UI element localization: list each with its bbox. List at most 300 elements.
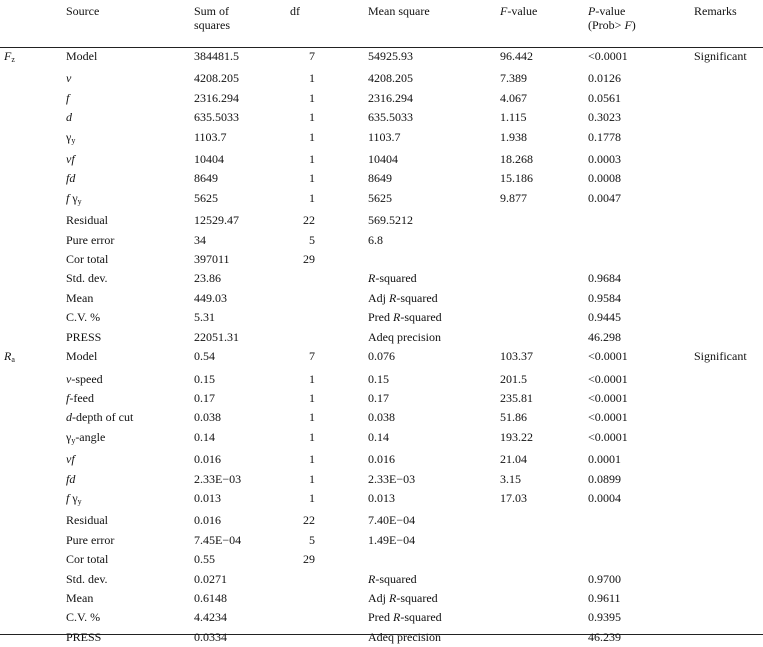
sum-of-squares-value: 0.6148 — [194, 590, 227, 605]
sum-of-squares-value: 0.038 — [194, 410, 221, 425]
sum-of-squares-cell — [194, 328, 284, 347]
mean-square-value: 569.5212 — [368, 213, 413, 228]
f-value: 15.186 — [500, 171, 533, 186]
f-value-cell — [500, 550, 588, 569]
df-value: 5 — [309, 232, 315, 247]
sum-of-squares-value: 384481.5 — [194, 49, 239, 63]
spacer-cell — [317, 428, 368, 450]
sum-of-squares-cell — [194, 389, 284, 408]
table-row — [0, 89, 763, 108]
source-cell — [66, 328, 194, 347]
remarks-cell — [694, 189, 763, 211]
sum-of-squares-cell — [194, 69, 284, 88]
source-cell — [66, 269, 194, 288]
mean-square-part: -squared — [396, 590, 438, 605]
mean-square-value: 0.013 — [368, 490, 395, 505]
f-value-cell — [500, 47, 588, 69]
remarks-cell — [694, 108, 763, 127]
p-value: <0.0001 — [588, 49, 628, 63]
sum-of-squares-cell — [194, 308, 284, 327]
sum-of-squares-value: 4.4234 — [194, 610, 227, 625]
mean-square-cell — [368, 511, 500, 530]
sum-of-squares-value: 0.15 — [194, 371, 215, 386]
source-cell — [66, 511, 194, 530]
f-value: 9.877 — [500, 190, 527, 205]
response-cell — [0, 189, 66, 211]
response-cell — [0, 169, 66, 188]
f-value: 96.442 — [500, 49, 533, 63]
source-part: fd — [66, 471, 76, 486]
remarks-cell — [694, 128, 763, 150]
mean-square-value: 0.15 — [368, 371, 389, 386]
df-value: 29 — [303, 252, 315, 267]
response-cell — [0, 47, 66, 69]
p-value-cell — [588, 347, 694, 369]
p-value-cell — [588, 289, 694, 308]
remarks-cell — [694, 47, 763, 69]
sum-of-squares-cell — [194, 628, 284, 647]
remarks-value: Significant — [694, 349, 747, 364]
p-value-cell — [588, 269, 694, 288]
remarks-cell — [694, 328, 763, 347]
table-row — [0, 69, 763, 88]
spacer-cell — [317, 269, 368, 288]
df-value: 1 — [309, 490, 315, 505]
spacer-cell — [317, 489, 368, 511]
spacer-cell — [317, 608, 368, 627]
remarks-cell — [694, 308, 763, 327]
mean-square-cell — [368, 289, 500, 308]
mean-square-cell — [368, 389, 500, 408]
mean-square-cell — [368, 570, 500, 589]
p-value: <0.0001 — [588, 390, 628, 405]
df-value: 1 — [309, 390, 315, 405]
df-cell — [284, 389, 317, 408]
mean-square-part: -squared — [375, 571, 417, 586]
df-value: 29 — [303, 552, 315, 567]
mean-square-cell — [368, 69, 500, 88]
source-part: γ — [66, 129, 72, 144]
df-value: 1 — [309, 190, 315, 205]
response-cell — [0, 69, 66, 88]
sum-of-squares-cell — [194, 128, 284, 150]
source-cell — [66, 189, 194, 211]
remarks-cell — [694, 231, 763, 250]
source-part: γ — [66, 429, 72, 444]
sum-of-squares-cell — [194, 489, 284, 511]
mean-square-part: R — [389, 290, 397, 305]
remarks-cell — [694, 389, 763, 408]
mean-square-cell — [368, 450, 500, 469]
p-value-cell — [588, 531, 694, 550]
source-part: y — [77, 496, 82, 506]
p-value: <0.0001 — [588, 410, 628, 425]
sum-of-squares-cell — [194, 428, 284, 450]
source-part: -feed — [69, 390, 94, 405]
p-value-cell — [588, 408, 694, 427]
mean-square-value: 7.40E−04 — [368, 513, 416, 528]
df-cell — [284, 489, 317, 511]
source-label: Model — [66, 49, 98, 63]
spacer-cell — [317, 511, 368, 530]
table-row — [0, 550, 763, 569]
f-value-cell — [500, 211, 588, 230]
table-header — [0, 4, 763, 47]
header-df: df — [290, 4, 300, 18]
f-value: 235.81 — [500, 390, 533, 405]
source-part: -speed — [71, 371, 103, 386]
p-value: <0.0001 — [588, 371, 628, 386]
sum-of-squares-value: 0.17 — [194, 390, 215, 405]
spacer-cell — [317, 69, 368, 88]
f-value-cell — [500, 511, 588, 530]
source-part: v — [66, 71, 72, 86]
source-cell — [66, 450, 194, 469]
table-row — [0, 289, 763, 308]
response-cell — [0, 108, 66, 127]
source-label: Cor total — [66, 252, 109, 267]
table-row — [0, 211, 763, 230]
df-cell — [284, 550, 317, 569]
remarks-cell — [694, 628, 763, 647]
remarks-cell — [694, 347, 763, 369]
sum-of-squares-value: 0.54 — [194, 349, 215, 364]
f-value-cell — [500, 128, 588, 150]
source-cell — [66, 489, 194, 511]
sum-of-squares-value: 397011 — [194, 252, 230, 267]
mean-square-value: 6.8 — [368, 232, 383, 247]
p-value: 46.239 — [588, 629, 621, 644]
header-sum-of-squares: Sum of squares — [194, 4, 230, 32]
source-part: vf — [66, 152, 75, 167]
remarks-cell — [694, 89, 763, 108]
p-value: 0.9611 — [588, 590, 621, 605]
f-value-cell — [500, 608, 588, 627]
f-value-cell — [500, 169, 588, 188]
table-row — [0, 189, 763, 211]
sum-of-squares-cell — [194, 470, 284, 489]
sum-of-squares-value: 8649 — [194, 171, 218, 186]
sum-of-squares-cell — [194, 150, 284, 169]
response-cell — [0, 589, 66, 608]
p-value: 0.0899 — [588, 471, 621, 486]
mean-square-cell — [368, 250, 500, 269]
sum-of-squares-value: 0.0271 — [194, 571, 227, 586]
source-label: Std. dev. — [66, 271, 108, 286]
f-value-cell — [500, 589, 588, 608]
p-value: 0.0008 — [588, 171, 621, 186]
sum-of-squares-cell — [194, 211, 284, 230]
sum-of-squares-value: 635.5033 — [194, 110, 239, 125]
source-cell — [66, 389, 194, 408]
mean-square-value: 8649 — [368, 171, 392, 186]
p-value-cell — [588, 150, 694, 169]
spacer-cell — [317, 389, 368, 408]
mean-square-value: 0.076 — [368, 349, 395, 364]
table-row — [0, 47, 763, 69]
p-value-cell — [588, 128, 694, 150]
mean-square-part: Pred — [368, 310, 393, 325]
p-value: 0.9395 — [588, 610, 621, 625]
df-cell — [284, 450, 317, 469]
f-value: 51.86 — [500, 410, 527, 425]
table-row — [0, 169, 763, 188]
table-row — [0, 589, 763, 608]
df-cell — [284, 211, 317, 230]
df-cell — [284, 250, 317, 269]
table-row — [0, 108, 763, 127]
remarks-value: Significant — [694, 49, 747, 63]
f-value-cell — [500, 347, 588, 369]
f-value-cell — [500, 308, 588, 327]
df-value: 5 — [309, 532, 315, 547]
sum-of-squares-value: 0.55 — [194, 552, 215, 567]
remarks-cell — [694, 250, 763, 269]
df-cell — [284, 189, 317, 211]
spacer-cell — [317, 628, 368, 647]
f-value-cell — [500, 628, 588, 647]
p-value-cell — [588, 89, 694, 108]
mean-square-cell — [368, 211, 500, 230]
source-cell — [66, 308, 194, 327]
source-part: d — [66, 110, 72, 125]
spacer-cell — [317, 347, 368, 369]
remarks-cell — [694, 150, 763, 169]
p-value-cell — [588, 47, 694, 69]
source-cell — [66, 570, 194, 589]
remarks-cell — [694, 269, 763, 288]
sum-of-squares-value: 0.016 — [194, 452, 221, 467]
spacer-cell — [317, 470, 368, 489]
mean-square-part: Pred — [368, 610, 393, 625]
spacer-cell — [317, 150, 368, 169]
df-cell — [284, 89, 317, 108]
p-value: 0.1778 — [588, 129, 621, 144]
response-cell — [0, 550, 66, 569]
p-value: 0.0561 — [588, 90, 621, 105]
source-label: Std. dev. — [66, 571, 108, 586]
response-symbol: R — [4, 349, 12, 364]
p-value-cell — [588, 470, 694, 489]
f-value-cell — [500, 150, 588, 169]
sum-of-squares-cell — [194, 408, 284, 427]
remarks-cell — [694, 589, 763, 608]
f-value-cell — [500, 470, 588, 489]
spacer-cell — [317, 289, 368, 308]
source-part: y — [71, 435, 76, 445]
df-cell — [284, 570, 317, 589]
f-value-cell — [500, 69, 588, 88]
spacer-cell — [317, 108, 368, 127]
response-cell — [0, 531, 66, 550]
df-cell — [284, 470, 317, 489]
table-row — [0, 347, 763, 369]
mean-square-value: 635.5033 — [368, 110, 413, 125]
p-value: 0.3023 — [588, 110, 621, 125]
f-value-cell — [500, 269, 588, 288]
remarks-cell — [694, 169, 763, 188]
response-cell — [0, 231, 66, 250]
source-cell — [66, 370, 194, 389]
source-cell — [66, 289, 194, 308]
spacer-cell — [317, 128, 368, 150]
p-value-cell — [588, 231, 694, 250]
response-cell — [0, 408, 66, 427]
source-label: C.V. % — [66, 610, 101, 625]
source-label: PRESS — [66, 329, 102, 344]
f-value-cell — [500, 531, 588, 550]
f-value-cell — [500, 328, 588, 347]
df-value: 22 — [303, 513, 315, 528]
spacer-cell — [317, 408, 368, 427]
f-value-cell — [500, 289, 588, 308]
response-cell — [0, 511, 66, 530]
f-value-cell — [500, 89, 588, 108]
source-cell — [66, 470, 194, 489]
remarks-cell — [694, 408, 763, 427]
mean-square-cell — [368, 608, 500, 627]
table-row — [0, 511, 763, 530]
source-cell — [66, 628, 194, 647]
mean-square-value: 4208.205 — [368, 71, 413, 86]
sum-of-squares-cell — [194, 289, 284, 308]
sum-of-squares-value: 0.14 — [194, 429, 215, 444]
source-cell — [66, 608, 194, 627]
table-body — [0, 47, 763, 647]
p-value-cell — [588, 550, 694, 569]
source-label: Mean — [66, 590, 94, 605]
source-cell — [66, 108, 194, 127]
p-value-cell — [588, 389, 694, 408]
p-value: 0.9445 — [588, 310, 621, 325]
source-part: v — [66, 371, 72, 386]
f-value-cell — [500, 570, 588, 589]
f-value: 201.5 — [500, 371, 527, 386]
p-value: 0.0047 — [588, 190, 621, 205]
mean-square-part: -squared — [400, 310, 442, 325]
df-value: 1 — [309, 110, 315, 125]
response-cell — [0, 628, 66, 647]
mean-square-value: 1.49E−04 — [368, 532, 416, 547]
df-cell — [284, 408, 317, 427]
anova-table — [0, 4, 763, 647]
table-row — [0, 370, 763, 389]
mean-square-cell — [368, 408, 500, 427]
p-value: 0.9684 — [588, 271, 621, 286]
source-part: y — [77, 196, 82, 206]
df-cell — [284, 108, 317, 127]
sum-of-squares-cell — [194, 108, 284, 127]
p-value-cell — [588, 628, 694, 647]
spacer-cell — [317, 89, 368, 108]
source-label: Cor total — [66, 552, 109, 567]
f-value: 7.389 — [500, 71, 527, 86]
source-label: Pure error — [66, 532, 115, 547]
f-value-cell — [500, 389, 588, 408]
mean-square-part: -squared — [400, 610, 442, 625]
remarks-cell — [694, 69, 763, 88]
mean-square-cell — [368, 169, 500, 188]
df-value: 7 — [309, 49, 315, 63]
p-value: 0.0004 — [588, 490, 621, 505]
df-cell — [284, 589, 317, 608]
mean-square-cell — [368, 150, 500, 169]
p-value-cell — [588, 370, 694, 389]
p-value: 46.298 — [588, 329, 621, 344]
table-row — [0, 470, 763, 489]
mean-square-cell — [368, 347, 500, 369]
df-cell — [284, 347, 317, 369]
source-part: f — [66, 190, 73, 205]
f-value: 4.067 — [500, 90, 527, 105]
p-value-cell — [588, 211, 694, 230]
mean-square-value: 2316.294 — [368, 90, 413, 105]
mean-square-cell — [368, 108, 500, 127]
p-value-cell — [588, 308, 694, 327]
sum-of-squares-value: 2316.294 — [194, 90, 239, 105]
spacer-cell — [317, 189, 368, 211]
df-value: 1 — [309, 152, 315, 167]
mean-square-cell — [368, 550, 500, 569]
header-mean-square: Mean square — [368, 4, 430, 18]
mean-square-part: -squared — [396, 290, 438, 305]
source-cell — [66, 347, 194, 369]
df-cell — [284, 231, 317, 250]
df-cell — [284, 69, 317, 88]
df-cell — [284, 328, 317, 347]
f-value: 1.115 — [500, 110, 527, 125]
source-cell — [66, 69, 194, 88]
source-part: -angle — [75, 429, 106, 444]
mean-square-cell — [368, 370, 500, 389]
remarks-cell — [694, 531, 763, 550]
p-value-cell — [588, 108, 694, 127]
table-row — [0, 428, 763, 450]
df-cell — [284, 47, 317, 69]
source-part: y — [71, 135, 76, 145]
header-remarks: Remarks — [694, 4, 737, 18]
sum-of-squares-value: 5625 — [194, 190, 218, 205]
f-value: 193.22 — [500, 429, 533, 444]
source-cell — [66, 428, 194, 450]
source-part: f — [66, 90, 70, 105]
response-cell — [0, 570, 66, 589]
table-row — [0, 150, 763, 169]
source-cell — [66, 89, 194, 108]
spacer-cell — [317, 550, 368, 569]
sum-of-squares-cell — [194, 47, 284, 69]
df-value: 1 — [309, 471, 315, 486]
spacer-cell — [317, 47, 368, 69]
df-cell — [284, 531, 317, 550]
response-subscript: a — [11, 355, 15, 365]
mean-square-part: R — [389, 590, 397, 605]
mean-square-value: Adeq precision — [368, 329, 441, 344]
p-value: 0.0126 — [588, 71, 621, 86]
spacer-cell — [317, 169, 368, 188]
mean-square-value: 0.038 — [368, 410, 395, 425]
sum-of-squares-cell — [194, 550, 284, 569]
remarks-cell — [694, 608, 763, 627]
source-part: d — [66, 410, 72, 425]
sum-of-squares-cell — [194, 347, 284, 369]
sum-of-squares-value: 23.86 — [194, 271, 221, 286]
sum-of-squares-value: 0.016 — [194, 513, 221, 528]
table-row — [0, 628, 763, 647]
df-value: 1 — [309, 90, 315, 105]
response-cell — [0, 470, 66, 489]
mean-square-value: 10404 — [368, 152, 398, 167]
